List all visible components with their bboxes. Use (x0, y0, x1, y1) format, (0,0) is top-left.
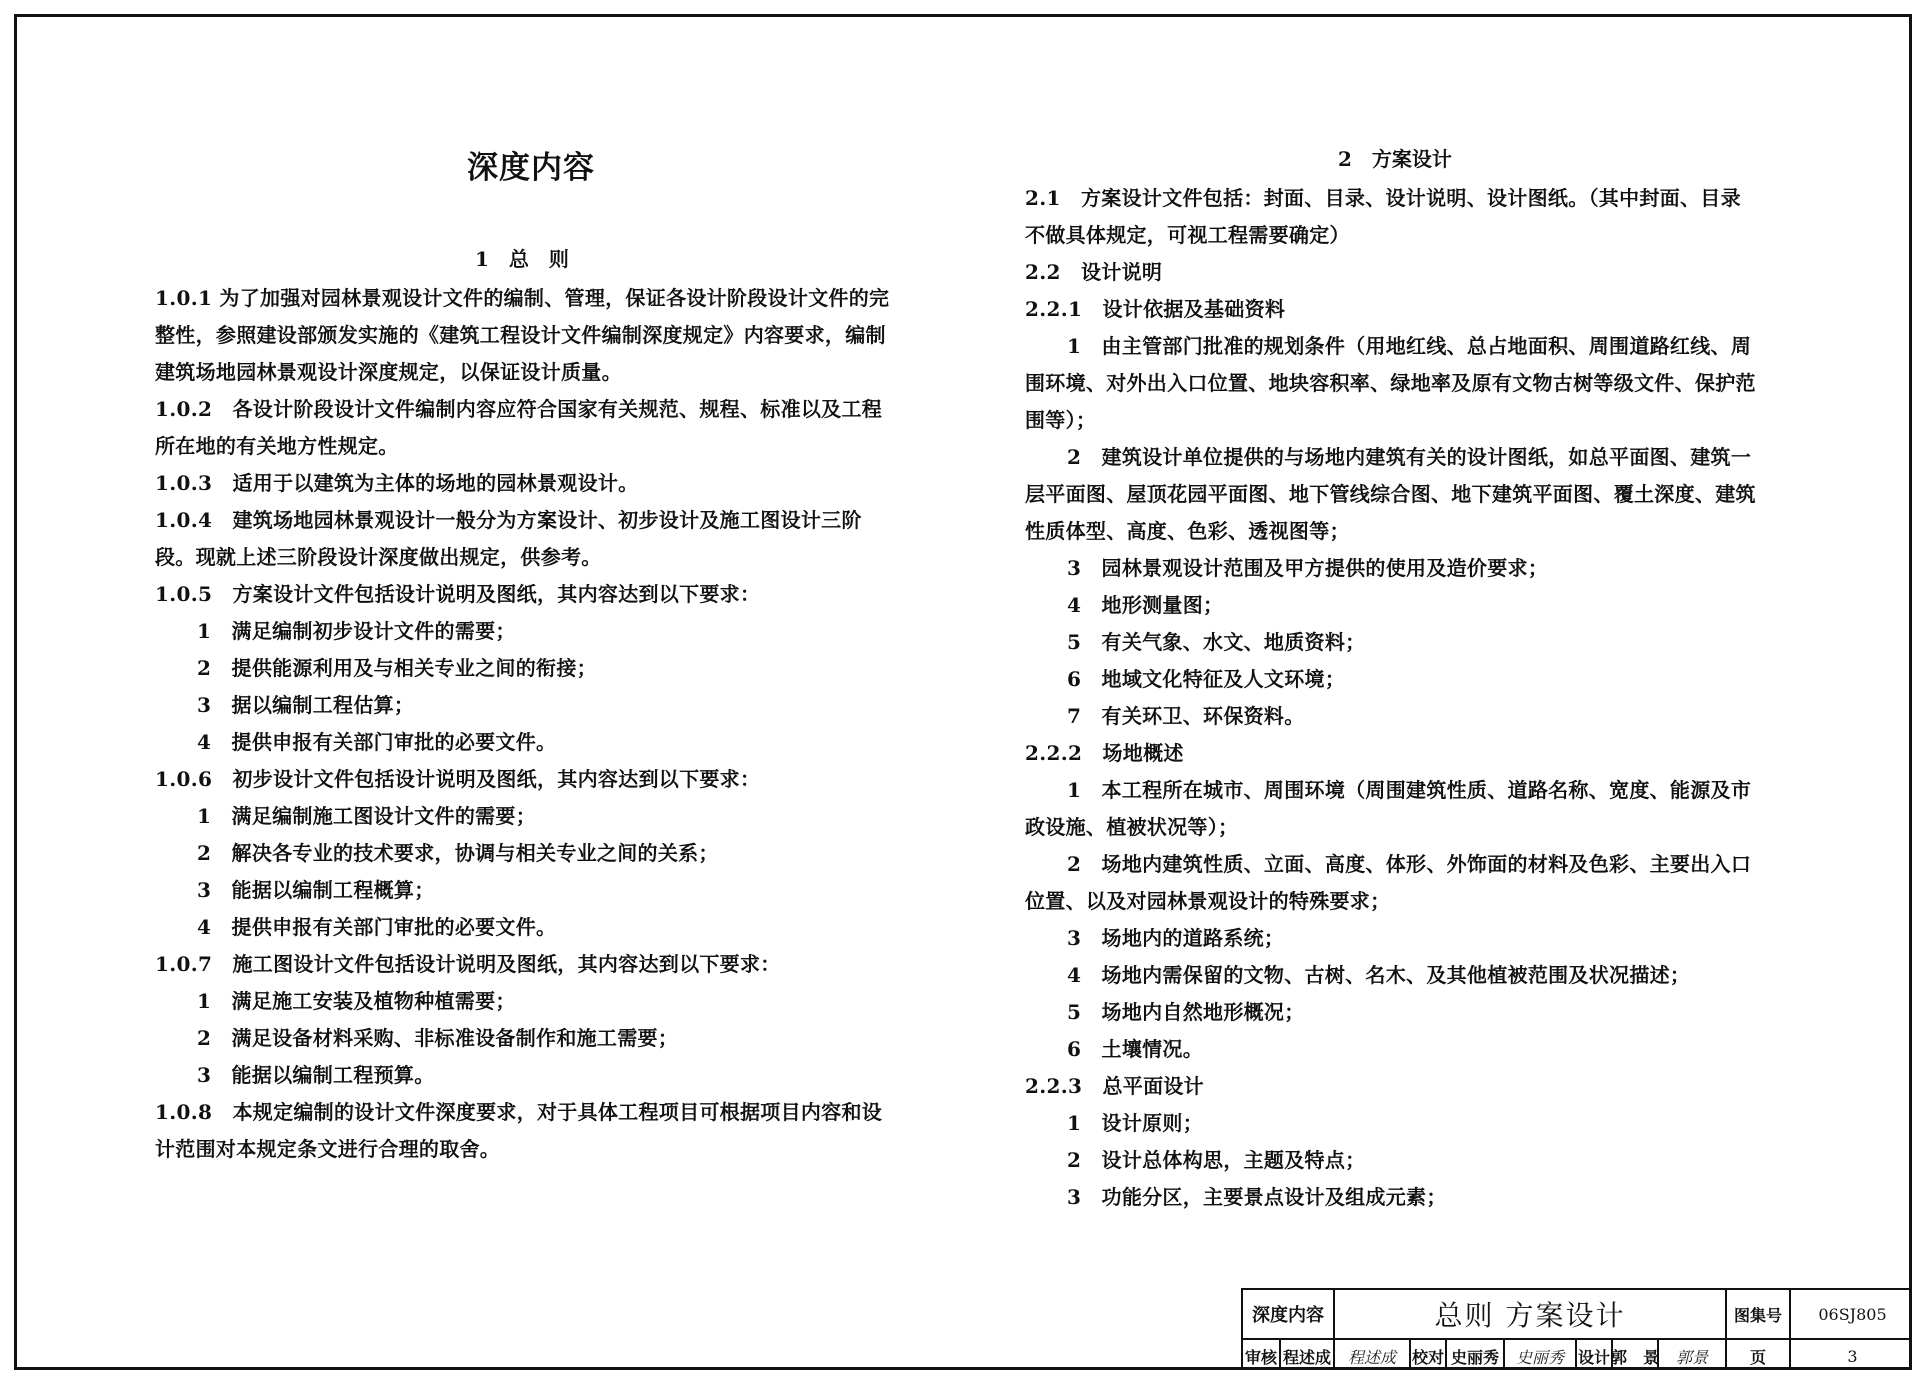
text-line: 层平面图、屋顶花园平面图、地下管线综合图、地下建筑平面图、覆土深度、建筑 (1025, 482, 1756, 506)
text-line: 围等）； (1025, 408, 1097, 432)
section-heading-general: 1 总 则 (475, 247, 569, 271)
text-line: 1.0.1 为了加强对园林景观设计文件的编制、管理，保证各设计阶段设计文件的完 (155, 286, 890, 310)
text-line: 整性，参照建设部颁发实施的《建筑工程设计文件编制深度规定》内容要求，编制 (155, 323, 886, 347)
text-line: 4 提供申报有关部门审批的必要文件。 (197, 915, 557, 939)
text-line: 2 解决各专业的技术要求，协调与相关专业之间的关系； (197, 841, 719, 865)
check-name-cell: 史丽秀 (1447, 1340, 1505, 1370)
text-line: 1.0.7 施工图设计文件包括设计说明及图纸，其内容达到以下要求： (155, 952, 781, 976)
text-line: 所在地的有关地方性规定。 (155, 434, 399, 458)
page-title: 深度内容 (467, 150, 595, 186)
text-line: 2.2.2 场地概述 (1025, 741, 1184, 765)
text-line: 1 本工程所在城市、周围环境（周围建筑性质、道路名称、宽度、能源及市 (1067, 778, 1752, 802)
text-line: 1 满足施工安装及植物种植需要； (197, 989, 516, 1013)
page-label-cell: 页 (1727, 1340, 1791, 1370)
text-line: 段。现就上述三阶段设计深度做出规定，供参考。 (155, 545, 602, 569)
text-line: 5 有关气象、水文、地质资料； (1067, 630, 1366, 654)
review-label-cell: 审核 (1243, 1340, 1281, 1370)
text-line: 政设施、植被状况等）； (1025, 815, 1239, 839)
right-text-body (1025, 180, 1756, 1216)
text-line: 6 土壤情况。 (1067, 1037, 1204, 1061)
atlas-number-cell: 06SJ805 (1818, 1304, 1887, 1324)
drawing-sheet (14, 14, 1912, 1370)
drawing-title-cell: 总则 方案设计 (1335, 1290, 1727, 1338)
text-line: 1.0.6 初步设计文件包括设计说明及图纸，其内容达到以下要求： (155, 767, 761, 791)
text-line: 位置、以及对园林景观设计的特殊要求； (1025, 889, 1391, 913)
left-text-body (155, 280, 889, 1168)
text-line: 5 场地内自然地形概况； (1067, 1000, 1305, 1024)
text-line: 2.2.1 设计依据及基础资料 (1025, 297, 1286, 321)
title-block-row-1 (1243, 1290, 1912, 1340)
text-line: 6 地域文化特征及人文环境； (1067, 667, 1346, 691)
review-name-cell: 程述成 (1281, 1340, 1335, 1370)
text-line: 4 场地内需保留的文物、古树、名木、及其他植被范围及状况描述； (1067, 963, 1691, 987)
design-label-cell: 设计 (1577, 1340, 1613, 1370)
text-line: 1.0.3 适用于以建筑为主体的场地的园林景观设计。 (155, 471, 639, 495)
text-line: 1 由主管部门批准的规划条件（用地红线、总占地面积、周围道路红线、周 (1067, 334, 1752, 358)
text-line: 3 园林景观设计范围及甲方提供的使用及造价要求； (1067, 556, 1549, 580)
page-number-cell: 3 (1847, 1347, 1858, 1366)
text-line: 3 能据以编制工程预算。 (197, 1063, 435, 1087)
text-line: 1.0.2 各设计阶段设计文件编制内容应符合国家有关规范、规程、标准以及工程 (155, 397, 883, 421)
text-line: 7 有关环卫、环保资料。 (1067, 704, 1305, 728)
text-line: 2 建筑设计单位提供的与场地内建筑有关的设计图纸，如总平面图、建筑一 (1067, 445, 1752, 469)
text-line: 计范围对本规定条文进行合理的取舍。 (155, 1137, 501, 1161)
text-line: 2.2 设计说明 (1025, 260, 1163, 284)
text-line: 2 满足设备材料采购、非标准设备制作和施工需要； (197, 1026, 679, 1050)
title-block-row-2 (1243, 1340, 1912, 1370)
text-line: 3 场地内的道路系统； (1067, 926, 1285, 950)
category-cell: 深度内容 (1243, 1290, 1335, 1338)
text-line: 2 设计总体构思，主题及特点； (1067, 1148, 1366, 1172)
text-line: 2.2.3 总平面设计 (1025, 1074, 1204, 1098)
text-line: 1.0.8 本规定编制的设计文件深度要求，对于具体工程项目可根据项目内容和设 (155, 1100, 883, 1124)
atlas-label-cell: 图集号 (1727, 1290, 1791, 1338)
design-signature: 郭景 (1659, 1340, 1727, 1370)
text-line: 2 场地内建筑性质、立面、高度、体形、外饰面的材料及色彩、主要出入口 (1067, 852, 1752, 876)
check-label-cell: 校对 (1411, 1340, 1447, 1370)
design-name-cell: 郭 景 (1613, 1340, 1659, 1370)
text-line: 1 设计原则； (1067, 1111, 1204, 1135)
text-line: 1.0.5 方案设计文件包括设计说明及图纸，其内容达到以下要求： (155, 582, 761, 606)
section-heading-scheme-design: 2 方案设计 (1338, 147, 1452, 171)
text-line: 围环境、对外出入口位置、地块容积率、绿地率及原有文物古树等级文件、保护范 (1025, 371, 1756, 395)
text-line: 性质体型、高度、色彩、透视图等； (1025, 519, 1350, 543)
text-line: 1 满足编制施工图设计文件的需要； (197, 804, 537, 828)
text-line: 4 提供申报有关部门审批的必要文件。 (197, 730, 557, 754)
text-line: 1 满足编制初步设计文件的需要； (197, 619, 516, 643)
text-line: 3 能据以编制工程概算； (197, 878, 435, 902)
text-line: 2.1 方案设计文件包括：封面、目录、设计说明、设计图纸。（其中封面、目录 (1025, 186, 1741, 210)
text-line: 不做具体规定，可视工程需要确定） (1025, 223, 1350, 247)
text-line: 1.0.4 建筑场地园林景观设计一般分为方案设计、初步设计及施工图设计三阶 (155, 508, 862, 532)
text-line: 3 据以编制工程估算； (197, 693, 415, 717)
title-block (1241, 1288, 1912, 1370)
text-line: 3 功能分区，主要景点设计及组成元素； (1067, 1185, 1447, 1209)
review-signature: 程述成 (1335, 1340, 1411, 1370)
text-line: 4 地形测量图； (1067, 593, 1224, 617)
text-line: 建筑场地园林景观设计深度规定，以保证设计质量。 (155, 360, 622, 384)
text-line: 2 提供能源利用及与相关专业之间的衔接； (197, 656, 597, 680)
check-signature: 史丽秀 (1505, 1340, 1577, 1370)
